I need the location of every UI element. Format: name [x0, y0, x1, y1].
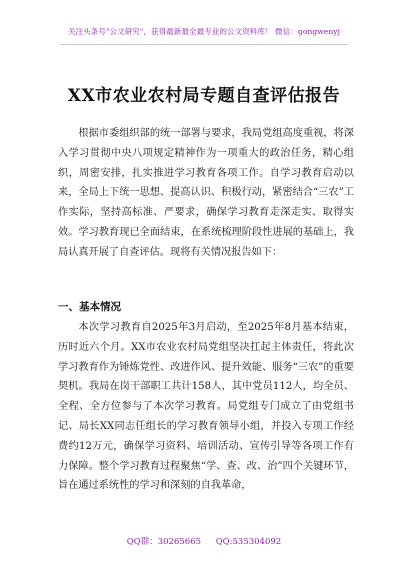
header-banner: 关注头条号"公文研究"，获得最新最全最专业的公文资料库！ 微信：gongwenyj	[67, 27, 341, 36]
footer-qq-number: QQ:535304092	[215, 537, 282, 547]
section-heading-basic-info: 一、基本情况	[58, 301, 121, 313]
footer-qq-group: QQ群：30265665	[126, 537, 201, 547]
footer-contact	[0, 535, 408, 547]
document-title: XX市农业农村局专题自查评估报告	[67, 86, 341, 106]
section-paragraph-basic-info: 本次学习教育自2025年3月启动，至2025年8月基本结束，历时近六个月。XX市农业农村局党组坚决扛起主体责任，将此次学习教育作为锤炼党性、改进作风、提升效能、服务“三农”的重要契机。我局在岗干部职工共计158人，其中党员112人，均全员、全程、全方位参与了本次学习教育。局党组专门成立了由党组书记、局长XX同志任组长的学习教育领导小组，并投入专项工作经费约12万元，确保学习资料、培训活动、宣传引导等各项工作有力保障。整个学习教育过程聚焦“学、查、改、治”四个关键环节，旨在通过系统性的学习和深刻的自我革命，	[58, 322, 354, 492]
header-divider	[60, 44, 348, 45]
intro-paragraph: 根据市委组织部的统一部署与要求，我局党组高度重视，将深入学习贯彻中央八项规定精神作为一项重大的政治任务，精心组织，周密安排，扎实推进学习教育各项工作。自学习教育启动以来，全局上下统一思想、提高认识、积极行动，紧密结合“三农”工作实际，坚持高标准、严要求，确保学习教育走深走实、取得实效。学习教育现已全面结束，在系统梳理阶段性进展的基础上，我局认真开展了自查评估。现将有关情况报告如下：	[58, 128, 354, 258]
